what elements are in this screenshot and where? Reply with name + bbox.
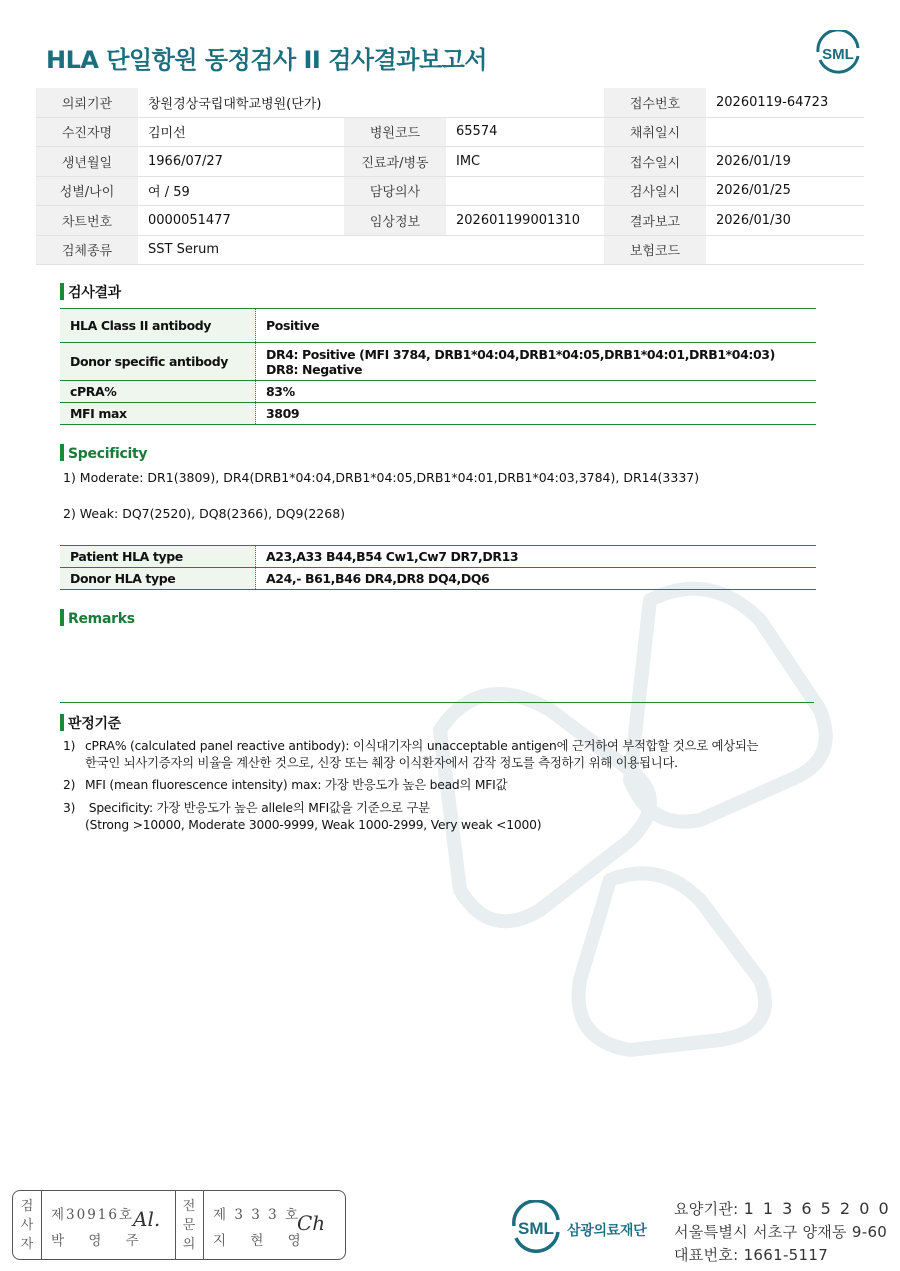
- info-value: 김미선: [138, 117, 344, 147]
- org-name: 삼광의료재단: [567, 1223, 647, 1239]
- label-char: 문: [182, 1218, 196, 1233]
- remarks-heading: [60, 609, 135, 627]
- info-row: [36, 117, 864, 147]
- results-heading-text: 검사결과: [68, 285, 121, 301]
- info-label: 보험코드: [604, 235, 706, 265]
- examiner-label: [17, 1197, 37, 1254]
- info-label: [344, 235, 446, 265]
- info-value: IMC: [446, 147, 604, 177]
- info-value: 여 / 59: [138, 176, 344, 206]
- info-value: [446, 235, 604, 265]
- result-row: [60, 381, 816, 403]
- info-value: [706, 117, 864, 147]
- info-label: 수진자명: [36, 117, 138, 147]
- specialist-license: 제 3 3 3 호: [213, 1207, 301, 1223]
- result-key: MFI max: [60, 403, 256, 425]
- divider: [175, 1191, 176, 1259]
- result-value: Positive: [256, 309, 817, 343]
- specificity-heading: [60, 444, 147, 462]
- info-row: [36, 176, 864, 206]
- info-row: [36, 88, 864, 117]
- org-phone-value: 1661-5117: [743, 1246, 829, 1264]
- criteria-num: 1): [63, 739, 76, 753]
- hla-type-key: Donor HLA type: [60, 568, 256, 590]
- result-key: HLA Class II antibody: [60, 309, 256, 343]
- info-value: 창원경상국립대학교병원(단가): [138, 88, 344, 117]
- info-label: 접수일시: [604, 147, 706, 177]
- signature-box: [12, 1190, 346, 1260]
- info-label: 채취일시: [604, 117, 706, 147]
- info-label: 임상정보: [344, 206, 446, 236]
- criteria-heading-text: 판정기준: [68, 716, 121, 732]
- sml-footer-logo: [510, 1200, 562, 1256]
- result-value: 83%: [256, 381, 817, 403]
- org-code-label: 요양기관:: [674, 1200, 739, 1218]
- org-code: [674, 1198, 891, 1219]
- info-label: 의뢰기관: [36, 88, 138, 117]
- specificity-line-2: 2) Weak: DQ7(2520), DQ8(2366), DQ9(2268): [63, 506, 346, 521]
- criteria-text: cPRA% (calculated panel reactive antibody): 이식대기자의 unacceptable antigen에 근거하여 부적합할 것으로 예상되는: [85, 739, 759, 753]
- org-code-value: 1 1 3 6 5 2 0 0: [743, 1199, 891, 1218]
- criteria-text: MFI (mean fluorescence intensity) max: 가장 반응도가 높은 bead의 MFI값: [85, 778, 508, 792]
- footer-logo-text: SML: [518, 1219, 554, 1238]
- info-label: 결과보고: [604, 206, 706, 236]
- info-value: SST Serum: [138, 235, 344, 265]
- criteria-num: 2): [63, 778, 76, 792]
- hla-type-row: [60, 546, 816, 568]
- info-label: 검사일시: [604, 176, 706, 206]
- info-value: 202601199001310: [446, 206, 604, 236]
- info-value: 65574: [446, 117, 604, 147]
- hla-type-table: [60, 545, 816, 590]
- hla-type-row: [60, 568, 816, 590]
- info-value: 0000051477: [138, 206, 344, 236]
- result-row: [60, 343, 816, 381]
- info-value: 2026/01/19: [706, 147, 864, 177]
- specificity-line-1: 1) Moderate: DR1(3809), DR4(DRB1*04:04,DRB1*04:05,DRB1*04:01,DRB1*04:03,3784), DR14(3337): [63, 470, 700, 485]
- examiner-name: 박 영 주: [51, 1233, 149, 1249]
- result-value: [256, 343, 817, 381]
- sml-logo: [812, 30, 864, 76]
- sml-footer-logo-mark: [510, 1200, 562, 1256]
- info-row: [36, 147, 864, 177]
- info-value: 20260119-64723: [706, 88, 864, 117]
- logo-text: SML: [822, 46, 854, 63]
- info-label: 진료과/병동: [344, 147, 446, 177]
- info-value: 1966/07/27: [138, 147, 344, 177]
- info-label: 병원코드: [344, 117, 446, 147]
- heading-bar: [60, 444, 64, 461]
- criteria-text: Specificity: 가장 반응도가 높은 allele의 MFI값을 기준으로 구분: [85, 801, 430, 815]
- result-row: [60, 403, 816, 425]
- info-value: 2026/01/30: [706, 206, 864, 236]
- report-title: HLA 단일항원 동정검사 II 검사결과보고서: [46, 46, 487, 74]
- label-char: 전: [182, 1199, 196, 1214]
- sml-logo-mark: [812, 30, 864, 76]
- info-value: [446, 88, 604, 117]
- label-char: 의: [182, 1237, 196, 1252]
- examiner-license: 제30916호: [51, 1207, 135, 1223]
- remarks-heading-text: Remarks: [68, 611, 135, 627]
- info-label: 담당의사: [344, 176, 446, 206]
- info-label: 차트번호: [36, 206, 138, 236]
- criteria-heading: [60, 713, 121, 733]
- info-value: [446, 176, 604, 206]
- criteria-num: 3): [63, 801, 76, 815]
- label-char: 자: [20, 1237, 34, 1252]
- info-row: [36, 206, 864, 236]
- criteria-item: [63, 800, 541, 834]
- label-char: 사: [20, 1218, 34, 1233]
- criteria-text-2: (Strong >10000, Moderate 3000-9999, Weak 1000-2999, Very weak <1000): [85, 818, 542, 832]
- specialist-signature: Ch: [297, 1211, 326, 1235]
- info-value: [706, 235, 864, 265]
- criteria-item: [63, 777, 507, 794]
- result-row: [60, 309, 816, 343]
- info-label: 성별/나이: [36, 176, 138, 206]
- examiner-signature: Al.: [133, 1207, 161, 1231]
- label-char: 검: [20, 1199, 34, 1214]
- info-label: 검체종류: [36, 235, 138, 265]
- heading-bar: [60, 714, 64, 731]
- criteria-item: [63, 738, 758, 772]
- info-label: [344, 88, 446, 117]
- dsa-value-line2: DR8: Negative: [266, 361, 363, 377]
- results-table: [60, 308, 816, 425]
- patient-info-table: [36, 88, 864, 265]
- specificity-heading-text: Specificity: [68, 446, 148, 462]
- heading-bar: [60, 609, 64, 626]
- remarks-divider: [60, 702, 814, 703]
- info-row: [36, 235, 864, 265]
- divider: [41, 1191, 42, 1259]
- info-label: 접수번호: [604, 88, 706, 117]
- results-heading: [60, 282, 121, 302]
- divider: [203, 1191, 204, 1259]
- hla-type-key: Patient HLA type: [60, 546, 256, 568]
- info-label: 생년월일: [36, 147, 138, 177]
- info-value: 2026/01/25: [706, 176, 864, 206]
- org-address: 서울특별시 서초구 양재동 9-60: [674, 1223, 888, 1241]
- criteria-text-2: 한국인 뇌사기증자의 비율을 계산한 것으로, 신장 또는 췌장 이식환자에서 감작 정도를 측정하기 위해 이용됩니다.: [85, 756, 678, 770]
- result-key: cPRA%: [60, 381, 256, 403]
- org-phone: [674, 1244, 828, 1265]
- specialist-label: [179, 1197, 199, 1254]
- specialist-name: 지 현 영: [213, 1233, 311, 1249]
- result-value: 3809: [256, 403, 817, 425]
- hla-type-value: A23,A33 B44,B54 Cw1,Cw7 DR7,DR13: [256, 546, 817, 568]
- heading-bar: [60, 283, 64, 300]
- result-key: Donor specific antibody: [60, 343, 256, 381]
- dsa-value-line1: DR4: Positive (MFI 3784, DRB1*04:04,DRB1*04:05,DRB1*04:01,DRB1*04:03): [266, 346, 775, 362]
- hla-type-value: A24,- B61,B46 DR4,DR8 DQ4,DQ6: [256, 568, 817, 590]
- org-phone-label: 대표번호:: [674, 1246, 739, 1264]
